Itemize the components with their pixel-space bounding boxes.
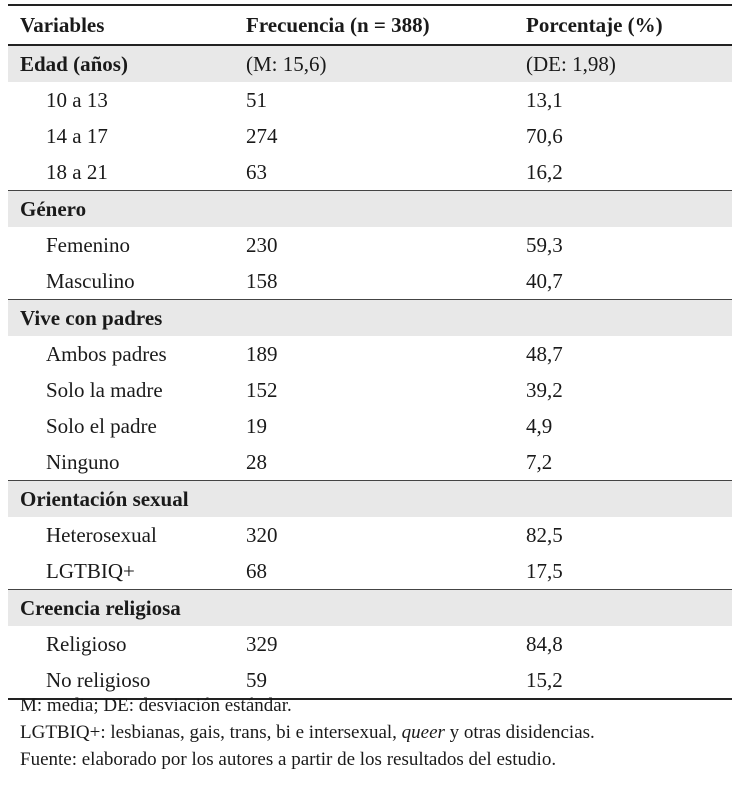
header-frequency: Frecuencia (n = 388) xyxy=(240,5,520,45)
table-row xyxy=(8,444,732,481)
group-row-sexual-orientation xyxy=(8,481,732,518)
row-percentage: 59,3 xyxy=(526,233,563,257)
note-lgtbiq-italic: queer xyxy=(401,722,445,743)
row-label: Masculino xyxy=(46,269,135,293)
row-percentage: 4,9 xyxy=(526,414,553,438)
row-label: Heterosexual xyxy=(46,523,157,547)
row-frequency: 63 xyxy=(246,160,267,184)
note-lgtbiq-text: LGTBIQ+: lesbianas, gais, trans, bi e intersexual, xyxy=(20,722,402,743)
row-label: Ninguno xyxy=(46,450,120,474)
row-label: No religioso xyxy=(8,662,240,699)
row-frequency: 320 xyxy=(246,523,278,547)
row-label: Solo el padre xyxy=(46,414,157,438)
row-frequency: 51 xyxy=(246,88,267,112)
table-row xyxy=(8,336,732,372)
row-frequency: 274 xyxy=(246,124,278,148)
group-frequency: (M: 15,6) xyxy=(240,45,520,82)
demographics-table xyxy=(8,4,732,700)
group-percentage xyxy=(520,590,732,627)
row-frequency: 230 xyxy=(246,233,278,257)
row-percentage: 13,1 xyxy=(526,88,563,112)
note-source: Fuente: elaborado por los autores a partir de los resultados del estudio. xyxy=(20,749,557,770)
table-body xyxy=(8,45,732,699)
table-row xyxy=(8,553,732,590)
row-label: Religioso xyxy=(46,632,127,656)
table-row xyxy=(8,82,732,118)
note-abbreviations: M: media; DE: desviación estándar. xyxy=(20,695,292,716)
row-percentage: 16,2 xyxy=(526,160,563,184)
row-label: LGTBIQ+ xyxy=(46,559,135,583)
row-label: 14 a 17 xyxy=(46,124,108,148)
header-variables: Variables xyxy=(8,5,240,45)
header-percentage: Porcentaje (%) xyxy=(520,5,732,45)
group-frequency xyxy=(240,300,520,337)
row-label: Solo la madre xyxy=(46,378,163,402)
group-row-religious-belief xyxy=(8,590,732,627)
table-row xyxy=(8,118,732,154)
row-percentage: 84,8 xyxy=(526,632,563,656)
row-label: Femenino xyxy=(46,233,130,257)
table-row xyxy=(8,408,732,444)
header-row xyxy=(8,5,732,45)
table-notes xyxy=(20,692,732,773)
group-percentage xyxy=(520,300,732,337)
group-label: Vive con padres xyxy=(8,300,240,337)
row-frequency: 158 xyxy=(246,269,278,293)
row-frequency: 189 xyxy=(246,342,278,366)
demographics-table-container xyxy=(8,4,732,700)
note-lgtbiq-tail: y otras disidencias. xyxy=(444,722,595,743)
row-label: 10 a 13 xyxy=(46,88,108,112)
row-label: 18 a 21 xyxy=(46,160,108,184)
note-lgtbiq xyxy=(20,719,732,746)
row-frequency: 28 xyxy=(246,450,267,474)
group-row-gender xyxy=(8,191,732,228)
row-label: Ambos padres xyxy=(46,342,167,366)
row-percentage: 40,7 xyxy=(526,269,563,293)
table-header xyxy=(8,5,732,45)
group-label: Edad (años) xyxy=(8,45,240,82)
table-row xyxy=(8,154,732,191)
group-frequency xyxy=(240,590,520,627)
group-frequency xyxy=(240,481,520,518)
group-label: Género xyxy=(8,191,240,228)
table-row xyxy=(8,227,732,263)
row-percentage: 82,5 xyxy=(526,523,563,547)
table-row xyxy=(8,263,732,300)
group-label: Creencia religiosa xyxy=(8,590,240,627)
group-row-lives-with-parents xyxy=(8,300,732,337)
group-label: Orientación sexual xyxy=(8,481,240,518)
row-frequency: 19 xyxy=(246,414,267,438)
table-row xyxy=(8,517,732,553)
row-frequency: 152 xyxy=(246,378,278,402)
group-row-age xyxy=(8,45,732,82)
row-percentage: 15,2 xyxy=(520,662,732,699)
table-row xyxy=(8,372,732,408)
row-percentage: 70,6 xyxy=(526,124,563,148)
group-frequency xyxy=(240,191,520,228)
table-row xyxy=(8,626,732,662)
row-percentage: 39,2 xyxy=(526,378,563,402)
group-percentage: (DE: 1,98) xyxy=(520,45,732,82)
row-frequency: 329 xyxy=(246,632,278,656)
row-percentage: 17,5 xyxy=(526,559,563,583)
group-percentage xyxy=(520,481,732,518)
row-percentage: 7,2 xyxy=(526,450,553,474)
row-frequency: 68 xyxy=(246,559,267,583)
group-percentage xyxy=(520,191,732,228)
row-frequency: 59 xyxy=(240,662,520,699)
row-percentage: 48,7 xyxy=(526,342,563,366)
